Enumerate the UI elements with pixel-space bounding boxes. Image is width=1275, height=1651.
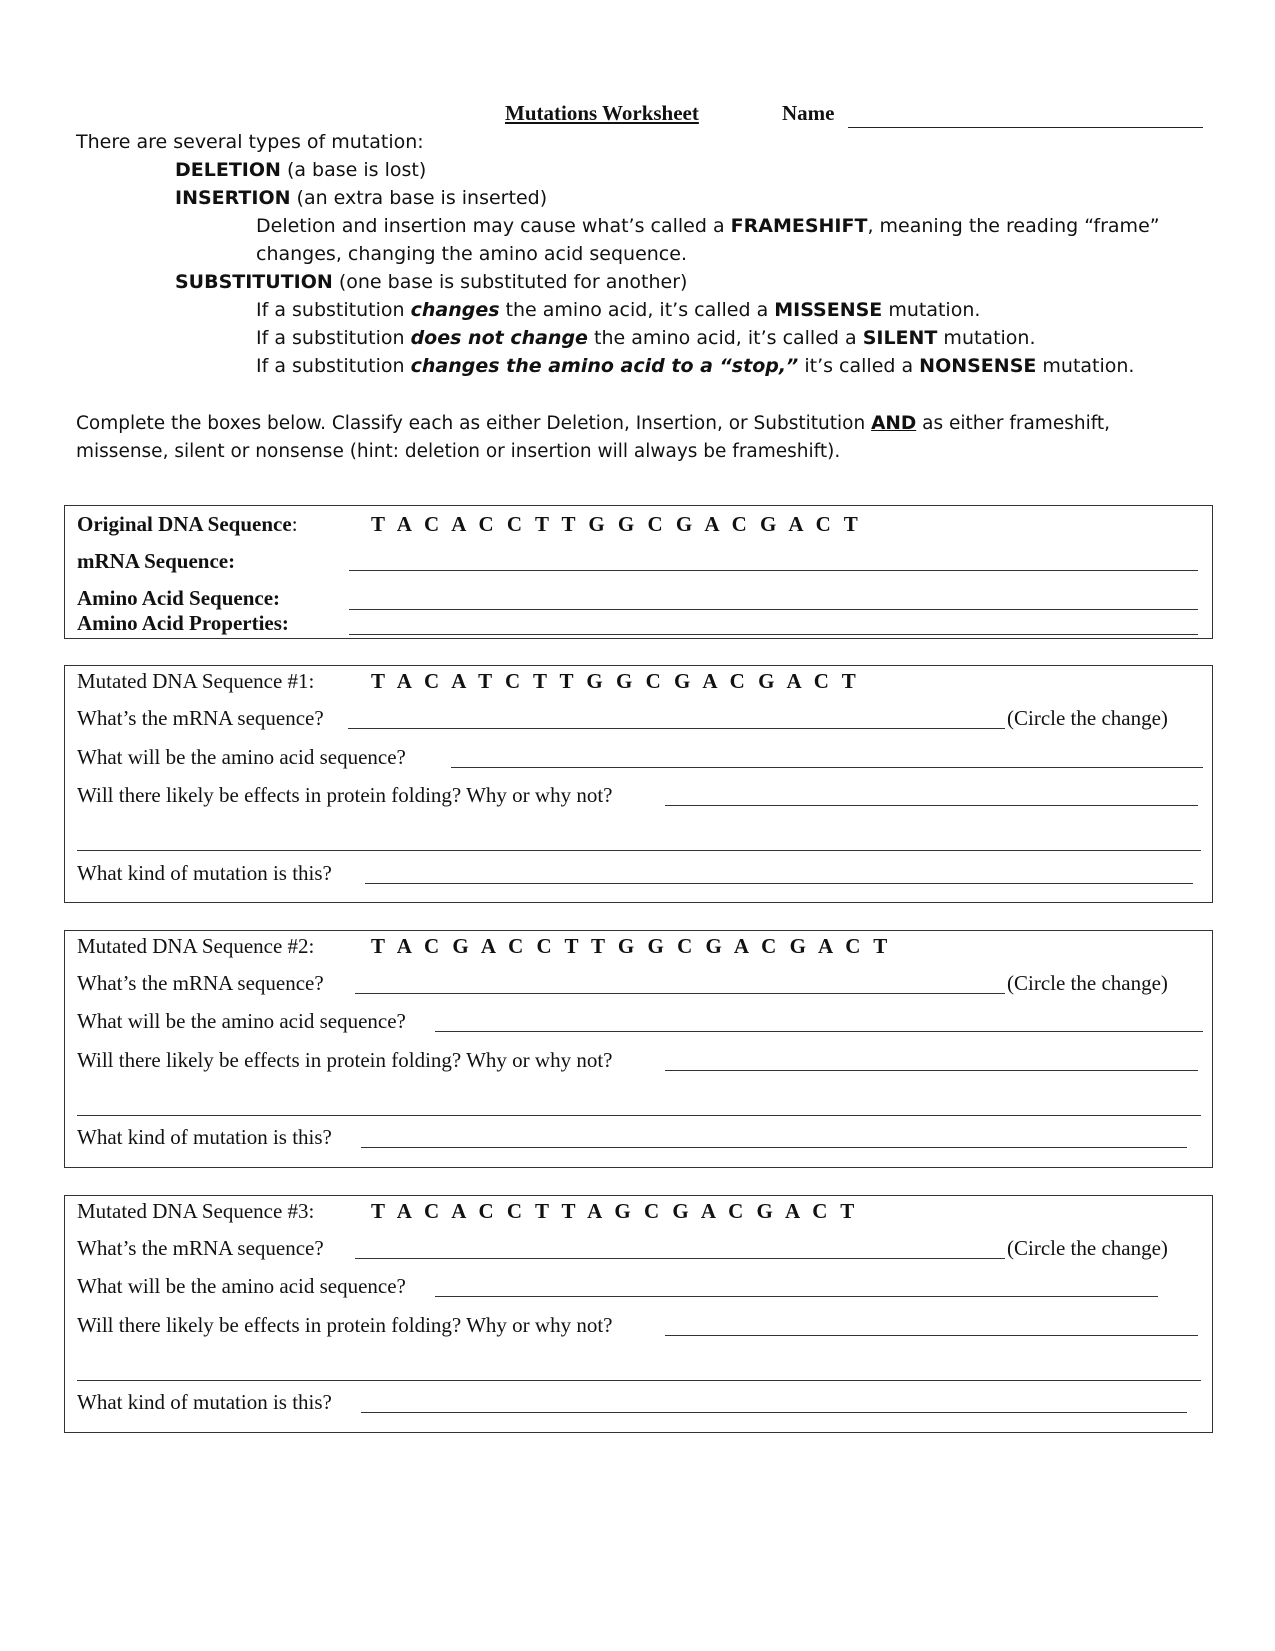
folding-question: Will there likely be effects in protein folding? Why or why not? bbox=[77, 783, 613, 807]
insertion-term: INSERTION bbox=[175, 187, 291, 209]
kind-answer-line[interactable] bbox=[365, 883, 1193, 884]
nonsense-definition bbox=[256, 355, 1134, 377]
name-field-line[interactable] bbox=[848, 127, 1203, 128]
mutation-box-2 bbox=[64, 930, 1213, 1168]
mutation-box-1 bbox=[64, 665, 1213, 903]
worksheet-header bbox=[0, 101, 1275, 131]
substitution-definition bbox=[175, 271, 687, 293]
original-dna-label-text: Original DNA Sequence bbox=[77, 512, 292, 536]
folding-question: Will there likely be effects in protein folding? Why or why not? bbox=[77, 1048, 613, 1072]
kind-question: What kind of mutation is this? bbox=[77, 1390, 332, 1414]
insertion-desc: (an extra base is inserted) bbox=[290, 187, 548, 209]
missense-pre: If a substitution bbox=[256, 299, 411, 321]
silent-definition bbox=[256, 327, 1036, 349]
mutation-label: Mutated DNA Sequence #1: bbox=[77, 669, 315, 693]
original-props-label: Amino Acid Properties: bbox=[77, 611, 289, 635]
deletion-definition bbox=[175, 159, 426, 181]
mrna-question: What’s the mRNA sequence? bbox=[77, 706, 324, 730]
mrna-answer-line[interactable] bbox=[355, 993, 1005, 994]
original-mrna-label: mRNA Sequence: bbox=[77, 549, 236, 573]
silent-mid: the amino acid, it’s called a bbox=[587, 327, 863, 349]
original-aa-label: Amino Acid Sequence: bbox=[77, 586, 281, 610]
silent-post: mutation. bbox=[937, 327, 1036, 349]
nonsense-mid: it’s called a bbox=[798, 355, 920, 377]
folding-answer-line[interactable] bbox=[665, 1335, 1198, 1336]
aa-question: What will be the amino acid sequence? bbox=[77, 1009, 406, 1033]
original-props-answer-line[interactable] bbox=[349, 634, 1198, 635]
nonsense-pre: If a substitution bbox=[256, 355, 411, 377]
mutation-box-3 bbox=[64, 1195, 1213, 1433]
frameshift-continuation: changes, changing the amino acid sequence. bbox=[256, 243, 687, 265]
substitution-desc: (one base is substituted for another) bbox=[332, 271, 688, 293]
original-dna-sequence: T A C A C C T T G G C G A C G A C T bbox=[371, 512, 861, 536]
circle-change-note: (Circle the change) bbox=[1007, 971, 1168, 995]
mrna-question: What’s the mRNA sequence? bbox=[77, 1236, 324, 1260]
insertion-definition bbox=[175, 187, 547, 209]
circle-change-note: (Circle the change) bbox=[1007, 1236, 1168, 1260]
name-label: Name bbox=[782, 101, 835, 125]
circle-change-note: (Circle the change) bbox=[1007, 706, 1168, 730]
mutation-label: Mutated DNA Sequence #3: bbox=[77, 1199, 315, 1223]
instructions-and: AND bbox=[871, 413, 917, 434]
worksheet-title: Mutations Worksheet bbox=[505, 101, 699, 125]
missense-emphasis: changes bbox=[410, 299, 500, 321]
original-dna-label bbox=[77, 512, 298, 537]
missense-definition bbox=[256, 299, 980, 321]
nonsense-post: mutation. bbox=[1036, 355, 1135, 377]
substitution-term: SUBSTITUTION bbox=[175, 271, 333, 293]
missense-term: MISSENSE bbox=[774, 299, 883, 321]
mutation-sequence: T A C A T C T T G G C G A C G A C T bbox=[371, 669, 859, 693]
frameshift-definition bbox=[256, 215, 1160, 237]
missense-mid: the amino acid, it’s called a bbox=[499, 299, 775, 321]
folding-answer-line-2[interactable] bbox=[77, 1115, 1201, 1116]
frameshift-term: FRAMESHIFT bbox=[730, 215, 868, 237]
mrna-answer-line[interactable] bbox=[348, 728, 1005, 729]
silent-term: SILENT bbox=[862, 327, 938, 349]
nonsense-term: NONSENSE bbox=[919, 355, 1037, 377]
original-sequence-box bbox=[64, 505, 1213, 639]
kind-answer-line[interactable] bbox=[361, 1412, 1187, 1413]
mrna-question: What’s the mRNA sequence? bbox=[77, 971, 324, 995]
mutation-label: Mutated DNA Sequence #2: bbox=[77, 934, 315, 958]
silent-emphasis: does not change bbox=[410, 327, 588, 349]
original-aa-answer-line[interactable] bbox=[349, 609, 1198, 610]
mutation-sequence: T A C A C C T T A G C G A C G A C T bbox=[371, 1199, 858, 1223]
instructions-pre: Complete the boxes below. Classify each as either Deletion, Insertion, or Substitution bbox=[76, 413, 872, 434]
deletion-term: DELETION bbox=[175, 159, 281, 181]
original-dna-colon: : bbox=[291, 512, 298, 536]
mutation-sequence: T A C G A C C T T G G C G A C G A C T bbox=[371, 934, 891, 958]
nonsense-emphasis: changes the amino acid to a “stop,” bbox=[410, 355, 799, 377]
silent-pre: If a substitution bbox=[256, 327, 411, 349]
frameshift-post: , meaning the reading “frame” bbox=[867, 215, 1160, 237]
folding-answer-line[interactable] bbox=[665, 1070, 1198, 1071]
instructions-continuation: missense, silent or nonsense (hint: deletion or insertion will always be frameshift). bbox=[76, 441, 841, 462]
kind-answer-line[interactable] bbox=[361, 1147, 1187, 1148]
folding-answer-line-2[interactable] bbox=[77, 850, 1201, 851]
aa-question: What will be the amino acid sequence? bbox=[77, 1274, 406, 1298]
folding-answer-line-2[interactable] bbox=[77, 1380, 1201, 1381]
aa-answer-line[interactable] bbox=[451, 767, 1203, 768]
folding-question: Will there likely be effects in protein folding? Why or why not? bbox=[77, 1313, 613, 1337]
deletion-desc: (a base is lost) bbox=[280, 159, 427, 181]
original-mrna-answer-line[interactable] bbox=[349, 570, 1198, 571]
instructions bbox=[76, 413, 1110, 434]
folding-answer-line[interactable] bbox=[665, 805, 1198, 806]
instructions-post: as either frameshift, bbox=[916, 413, 1111, 434]
intro-opening: There are several types of mutation: bbox=[76, 131, 424, 153]
aa-answer-line[interactable] bbox=[435, 1296, 1158, 1297]
mrna-answer-line[interactable] bbox=[355, 1258, 1005, 1259]
frameshift-pre: Deletion and insertion may cause what’s called a bbox=[256, 215, 731, 237]
aa-question: What will be the amino acid sequence? bbox=[77, 745, 406, 769]
kind-question: What kind of mutation is this? bbox=[77, 1125, 332, 1149]
aa-answer-line[interactable] bbox=[435, 1031, 1203, 1032]
missense-post: mutation. bbox=[882, 299, 981, 321]
kind-question: What kind of mutation is this? bbox=[77, 861, 332, 885]
